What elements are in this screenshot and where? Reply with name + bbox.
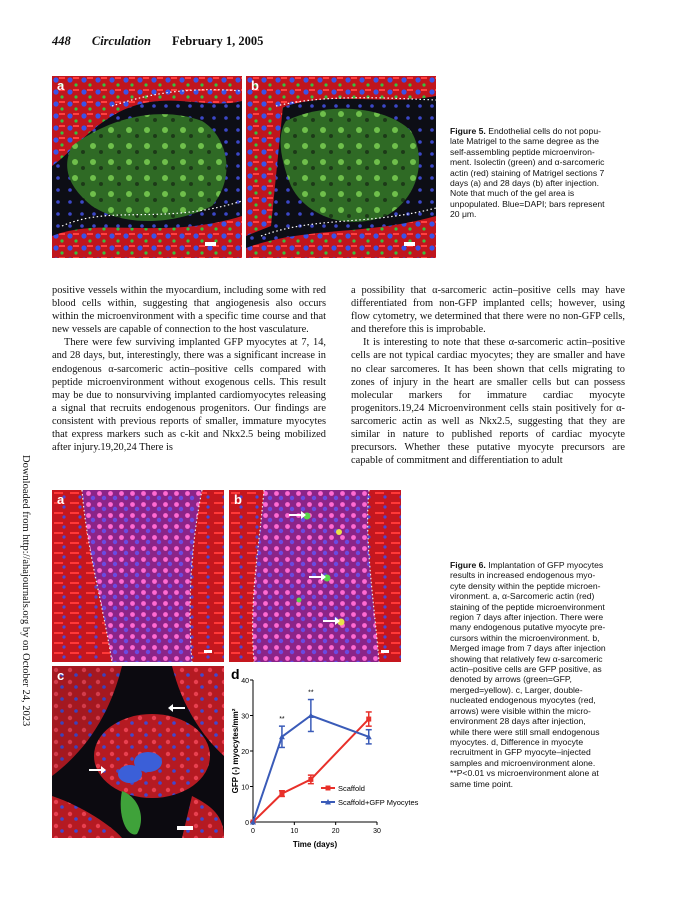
y-tick-label: 40 xyxy=(241,678,249,685)
scale-bar xyxy=(381,650,389,653)
figure6-label-c: c xyxy=(57,668,65,683)
micrograph-6c xyxy=(52,666,224,838)
y-tick-label: 10 xyxy=(241,784,249,792)
figure5-panel-b xyxy=(246,76,436,258)
micrograph-5b xyxy=(246,76,436,258)
paragraph: positive vessels within the myocardium, including some with red blood cells within, suggesting that angiogenesis also occurs within the microenvironment with a specific time course and that new vessels are capable of connection to the host vasculature. xyxy=(52,285,326,336)
recruitment-chart xyxy=(229,666,429,860)
data-point xyxy=(308,777,313,782)
significance-marker: ** xyxy=(279,716,285,724)
figure6-panel-a xyxy=(52,490,224,662)
paragraph: There were few surviving implanted GFP myocytes at 7, 14, and 28 days, but, interestingly, there was a significant increase in endogenous α-sarcomeric actin–positive cells compared with peptide microenvironment without exogenous cells. This result may be due to nonsurviving implanted cardiomyocytes releasing a signal that recruits endogenous progenitors. Our findings are consistent with previous reports of smaller, immature myocytes that express markers such as c-kit and Nkx2.5 being mobilized after injury.19,20,24 There is xyxy=(52,337,326,454)
figure5-panel-a xyxy=(52,76,242,258)
journal-name: Circulation xyxy=(91,34,151,48)
figure6-panel-b xyxy=(229,490,401,662)
figure5-label-a: a xyxy=(57,78,65,93)
micrograph-5a xyxy=(52,76,242,258)
x-tick-label: 30 xyxy=(373,828,381,835)
x-axis-label: Time (days) xyxy=(292,840,338,849)
x-tick-label: 0 xyxy=(251,828,255,835)
figure6-label-d: d xyxy=(231,666,240,682)
y-tick-label: 20 xyxy=(241,749,249,756)
scale-bar xyxy=(205,242,216,246)
figure6-panel-d xyxy=(229,666,429,860)
x-tick-label: 10 xyxy=(290,828,299,835)
y-axis-label: GFP (-) myocytes/mm² xyxy=(231,708,240,794)
body-column-right xyxy=(351,284,625,467)
figure5-caption: Figure 5. Endothelial cells do not popu- late Matrigel to the same degree as the self-assembling peptide microenviron- ment. Isolectin (green) and α-sarcomeric actin (red) staining of Matrigel sections 7 days (a) and 28 days (b) after injection. Note that much of the gel area is unpopulated. Blue=DAPI; bars represent 20 μm. xyxy=(450,126,605,220)
micrograph-6b xyxy=(229,490,401,662)
paragraph: a possibility that α-sarcomeric actin–positive cells may have differentiated from non-GFP implanted cells; however, using flow cytometry, we determined that there were no non-GFP cells, and therefore this is improbable. xyxy=(351,285,625,336)
download-note: Downloaded from http://ahajournals.org by on October 24, 2023 xyxy=(20,455,31,727)
significance-marker: ** xyxy=(308,689,314,697)
legend-label: Scaffold+GFP Myocytes xyxy=(338,798,419,807)
y-tick-label: 30 xyxy=(241,713,249,721)
legend-label: Scaffold xyxy=(338,784,365,793)
figure6-panel-c xyxy=(52,666,224,838)
legend-marker xyxy=(326,786,331,791)
paragraph: It is interesting to note that these α-sarcomeric actin–positive cells are not typical cardiac myocytes; they are smaller and have no clear sarcomeres. It has been shown that cells migrating to zones of injury in the heart are smaller cells but can possess molecular markers for immature cardiac myocyte progenitors.19,24 Microenvironment cells stain positively for α-sarcomeric actin as well as Nkx2.5, suggesting that they are similar in nature to published reports of cardiac myocyte precursors. Whether these putative myocyte precursors are capable of commitment and differentiation to adult xyxy=(351,337,625,467)
figure6-label-a: a xyxy=(57,492,65,507)
data-point xyxy=(366,717,371,722)
data-point xyxy=(279,791,284,796)
micrograph-6a xyxy=(52,490,224,662)
y-tick-label: 0 xyxy=(245,820,249,827)
figure5-label-b: b xyxy=(251,78,259,93)
issue-date: February 1, 2005 xyxy=(172,34,264,48)
figure6-label-b: b xyxy=(234,492,242,507)
scale-bar xyxy=(204,650,212,653)
figure6-caption: Figure 6. Implantation of GFP myocytes results in increased endogenous myo- cyte density within the peptide microen- vironment. a, α-Sarcomeric actin (red) staining of the peptide microenvironment region 7 days after injection. There were many endogenous putative myocyte pre- cursors within the microenvironment. b, Merged image from 7 days after injection showing that relatively few α-sarcomeric actin–positive cells are GFP positive, as denoted by arrows (green=GFP, merged=yellow). c, Larger, double- nucleated endogenous myocytes (red, arrows) were visible within the micro- environment 28 days after injection, while there were still small endogenous myocytes. d, Difference in myocyte recruitment in GFP myocyte–injected samples and microenvironment alone. **P<0.01 vs microenvironment alone at same time point. xyxy=(450,560,606,789)
scale-bar xyxy=(404,242,415,246)
scale-bar xyxy=(177,826,193,830)
page-number: 448 xyxy=(52,34,71,48)
body-column-left xyxy=(52,284,326,454)
running-header xyxy=(52,34,281,49)
x-tick-label: 20 xyxy=(331,828,340,835)
